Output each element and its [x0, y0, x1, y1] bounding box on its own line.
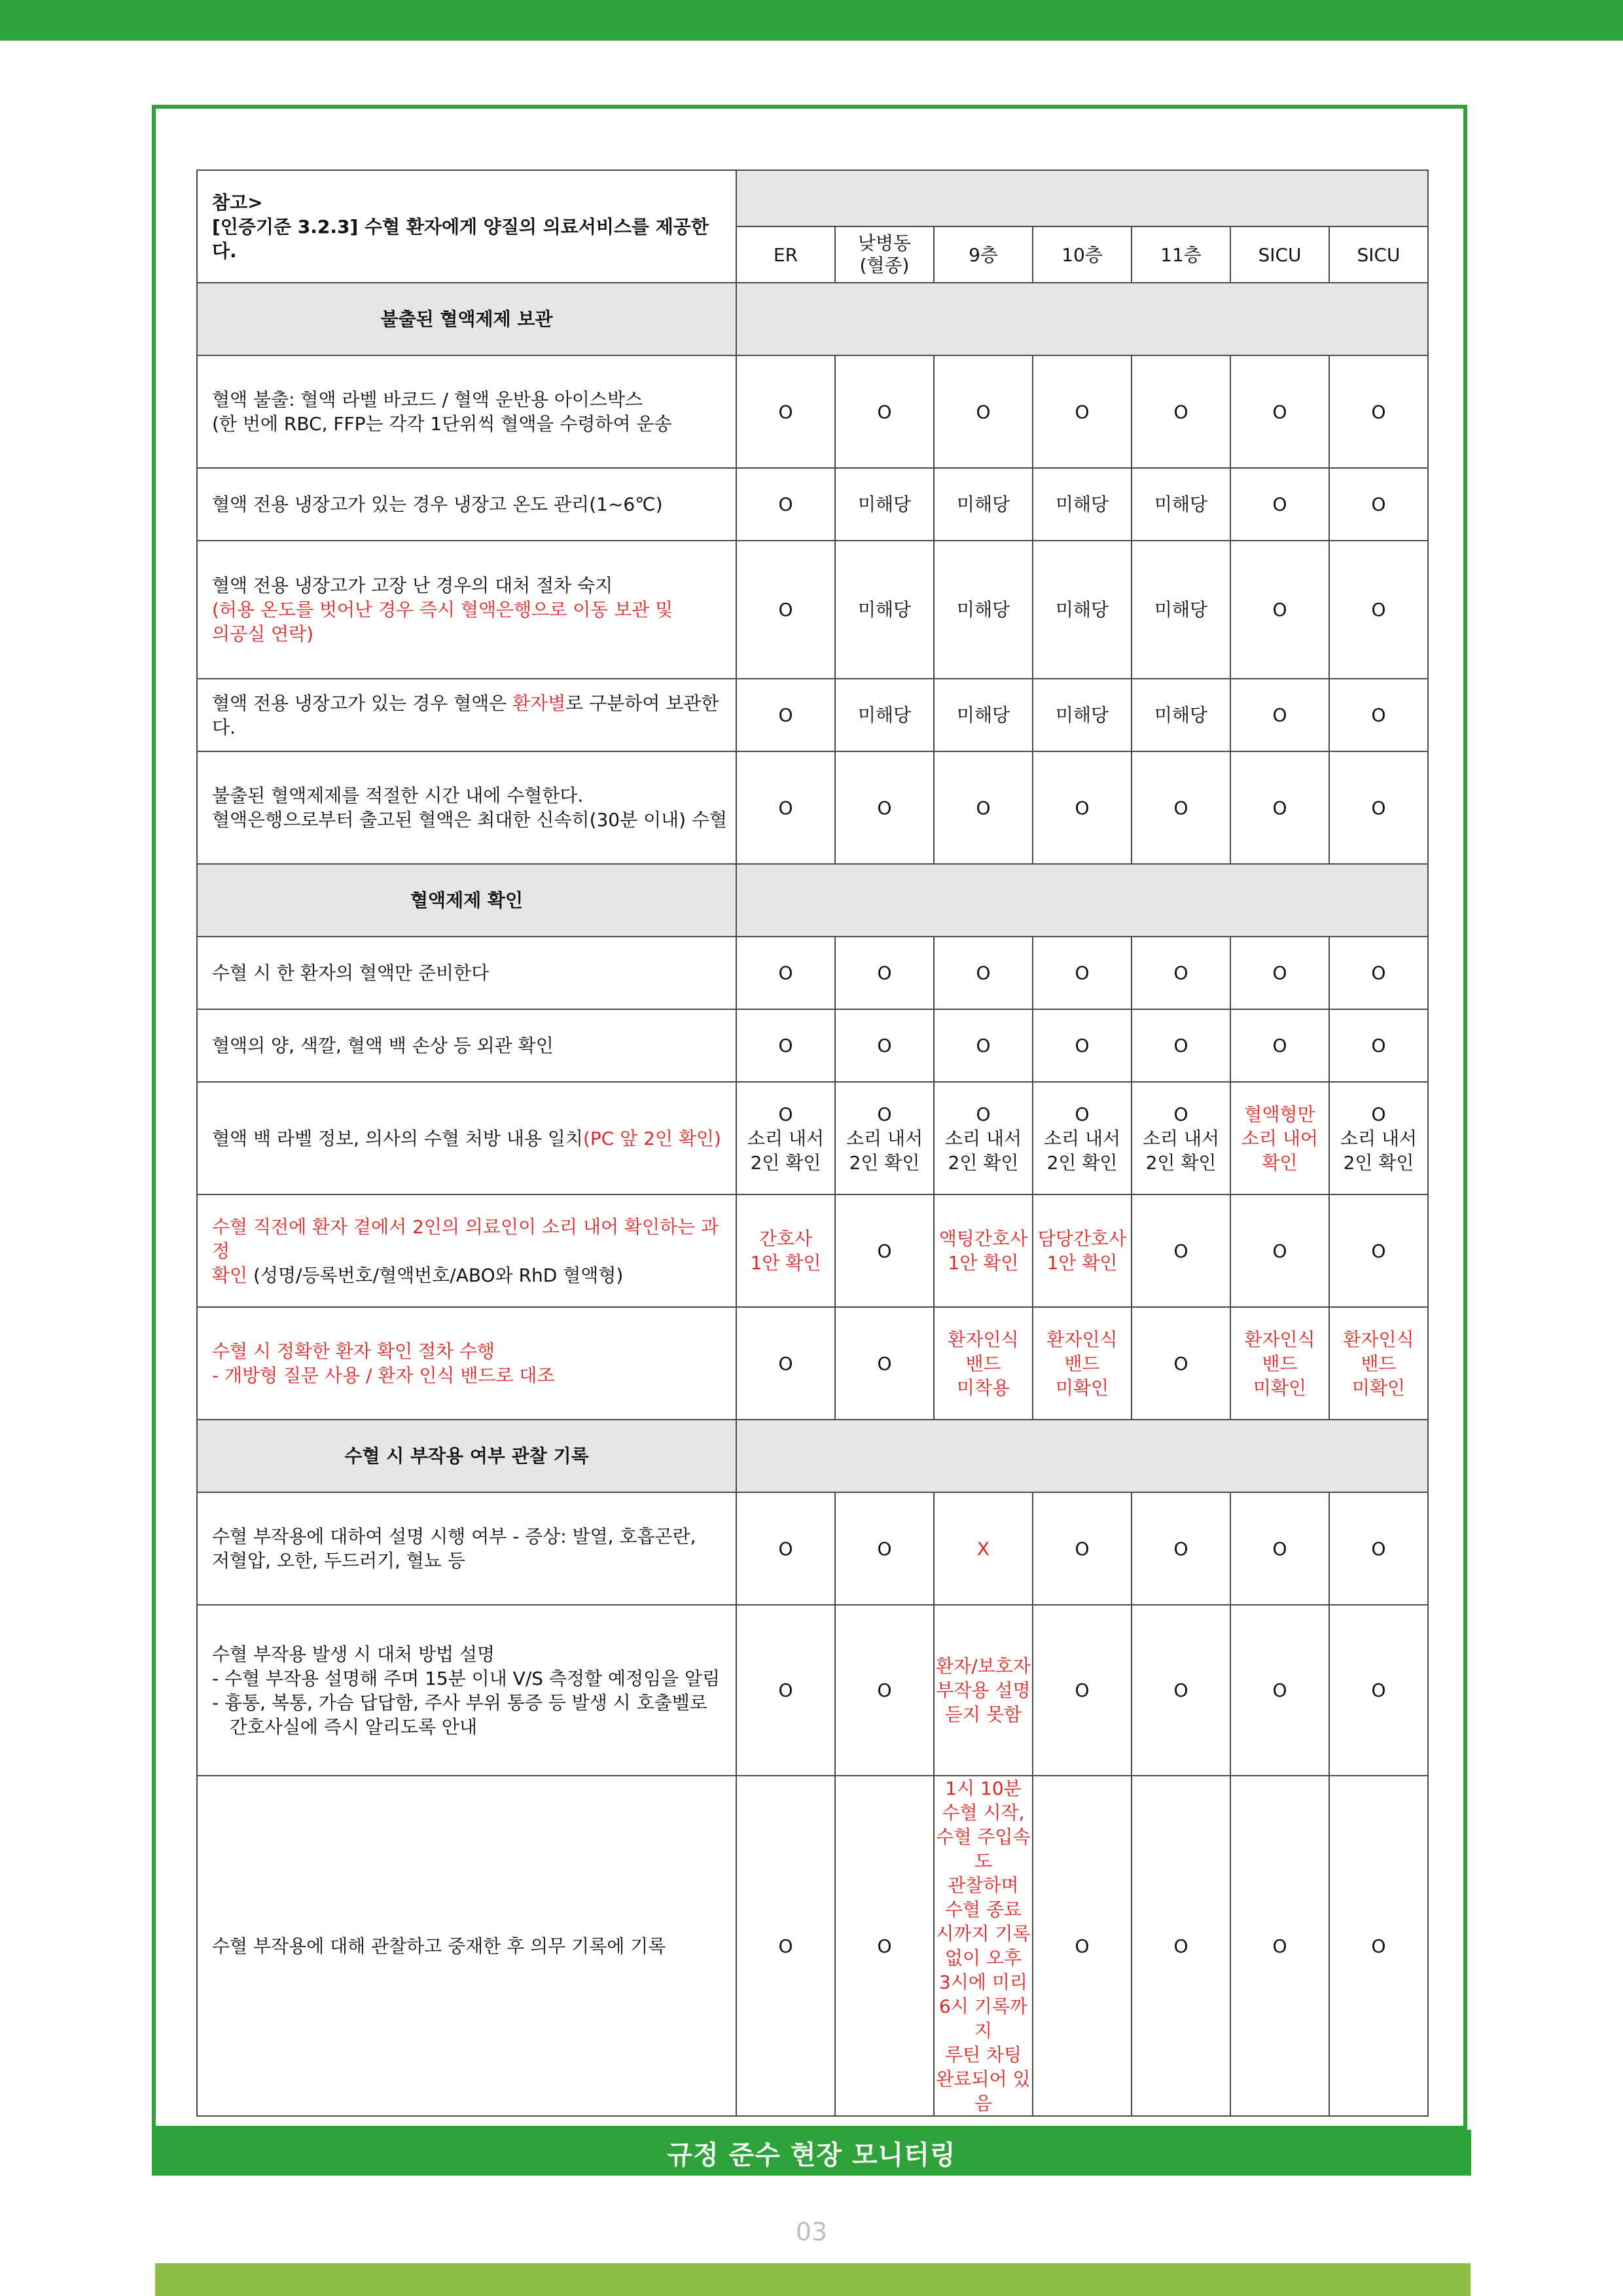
value-line: 미해당	[1154, 704, 1208, 726]
value-cell	[1132, 1605, 1230, 1776]
value-cell	[1033, 751, 1132, 864]
value-line: 듣지 못함	[944, 1704, 1022, 1725]
value-line: O	[1272, 1035, 1287, 1056]
value-line: 미해당	[1055, 704, 1109, 726]
section-blank	[736, 283, 1428, 355]
value-cell	[1132, 1776, 1230, 2116]
value-cell	[1033, 1492, 1132, 1605]
value-cell	[1132, 679, 1230, 751]
value-cell	[1033, 1194, 1132, 1307]
value-cell	[1132, 355, 1230, 468]
value-line: 미해당	[1055, 599, 1109, 620]
value-line: O	[1075, 1537, 1090, 1560]
value-cell	[736, 1194, 835, 1307]
value-line: 혈액형만	[1244, 1103, 1315, 1125]
value-line: 담당간호사	[1037, 1228, 1127, 1249]
description-line: - 수혈 부작용 설명해 주며 15분 이내 V/S 측정할 예정임을 알림	[212, 1667, 721, 1689]
description-line: 불출된 혈액제제를 적절한 시간 내에 수혈한다.	[212, 785, 584, 806]
value-line: O	[1272, 797, 1287, 819]
value-line: O	[1173, 401, 1188, 423]
value-line: O	[1371, 493, 1386, 515]
value-line: 완료되어 있음	[936, 2068, 1031, 2114]
value-line: O	[1272, 401, 1287, 423]
reference-label: 참고>	[212, 191, 263, 213]
description-text: 로 구분하여 보관한다.	[212, 692, 719, 738]
value-line: 시까지 기록	[936, 1923, 1031, 1945]
row-description: 수혈 시 한 환자의 혈액만 준비한다	[197, 937, 736, 1009]
value-cell	[1132, 541, 1230, 679]
description-line: 간호사실에 즉시 알리도록 안내	[212, 1715, 478, 1738]
value-cell	[835, 1307, 934, 1420]
value-cell	[736, 751, 835, 864]
value-cell	[736, 541, 835, 679]
description-line-highlight: 수혈 시 정확한 환자 확인 절차 수행	[212, 1340, 495, 1362]
value-line: 미해당	[956, 493, 1010, 515]
value-cell	[1132, 1009, 1230, 1082]
value-cell	[835, 751, 934, 864]
table-row	[197, 355, 1428, 468]
table-row	[197, 1009, 1428, 1082]
section-row	[197, 864, 1428, 937]
value-line: O	[877, 1935, 892, 1957]
value-line: 2인 확인	[750, 1151, 821, 1174]
value-line: 간호사	[758, 1228, 813, 1249]
value-cell	[1132, 1492, 1230, 1605]
value-line: O	[778, 1352, 793, 1374]
value-cell	[835, 468, 934, 541]
value-line: O	[778, 962, 793, 984]
value-line: 미해당	[956, 704, 1010, 726]
value-line: O	[1272, 962, 1287, 984]
value-cell	[1329, 679, 1428, 751]
section-blank	[736, 864, 1428, 937]
value-cell	[1033, 679, 1132, 751]
value-line: O	[1371, 1935, 1386, 1957]
description-text: (성명/등록번호/혈액번호/ABO와 RhD 혈액형)	[247, 1264, 624, 1286]
value-cell	[1033, 1605, 1132, 1776]
description-highlight: 환자별	[512, 692, 566, 714]
value-line: 미해당	[857, 493, 912, 515]
value-line: 관찰하며	[948, 1874, 1019, 1896]
value-line: 2인 확인	[948, 1151, 1019, 1174]
value-line: 확인	[1262, 1151, 1298, 1174]
value-line: 미확인	[1253, 1376, 1307, 1399]
value-line: O	[1272, 1679, 1287, 1701]
section-title: 혈액제제 확인	[197, 864, 736, 937]
value-line: O	[1272, 599, 1287, 620]
value-cell	[1329, 1082, 1428, 1194]
value-line: 3시에 미리	[939, 1971, 1027, 1993]
row-description	[197, 541, 736, 679]
value-line: 1시 10분	[945, 1778, 1022, 1799]
column-header: SICU	[1329, 226, 1428, 283]
value-line: O	[976, 1103, 991, 1125]
value-cell	[1329, 1776, 1428, 2116]
column-header: 10층	[1033, 226, 1132, 283]
value-cell	[1033, 468, 1132, 541]
value-line: O	[1272, 704, 1287, 726]
value-cell	[934, 1605, 1033, 1776]
description-line: 수혈 부작용 발생 시 대처 방법 설명	[212, 1643, 495, 1665]
value-line: 소리 내서	[747, 1127, 825, 1149]
row-description	[197, 355, 736, 468]
value-line: O	[778, 1537, 793, 1560]
row-description: 수혈 부작용에 대해 관찰하고 중재한 후 의무 기록에 기록	[197, 1776, 736, 2116]
value-line: O	[1075, 1103, 1090, 1125]
description-highlight: (PC 앞 2인 확인)	[582, 1127, 721, 1149]
value-line: O	[1075, 962, 1090, 984]
value-cell	[934, 937, 1033, 1009]
value-line: 1안 확인	[750, 1252, 821, 1274]
value-line: O	[1371, 599, 1386, 620]
value-cell	[1230, 355, 1329, 468]
section-row	[197, 283, 1428, 355]
description-line: 혈액 전용 냉장고가 고장 난 경우의 대처 절차 숙지	[212, 575, 613, 596]
section-title: 수혈 시 부작용 여부 관찰 기록	[197, 1420, 736, 1492]
value-line: O	[1272, 493, 1287, 515]
row-description	[197, 1194, 736, 1307]
value-cell	[1230, 937, 1329, 1009]
table-row	[197, 937, 1428, 1009]
value-line: O	[1173, 1352, 1188, 1374]
column-header-text: 낮병동 (혈종)	[857, 232, 912, 276]
value-line: O	[778, 797, 793, 819]
description-text: 혈액 전용 냉장고가 있는 경우 혈액은	[212, 692, 513, 714]
value-cell	[1230, 1492, 1329, 1605]
description-line-highlight: 수혈 직전에 환자 곁에서 2인의 의료인이 소리 내어 확인하는 과정	[212, 1215, 719, 1262]
value-cell	[934, 355, 1033, 468]
column-header: ER	[736, 226, 835, 283]
value-line: O	[877, 1240, 892, 1262]
description-line: 수혈 부작용에 대하여 설명 시행 여부 - 증상: 발열, 호흡곤란,	[212, 1526, 696, 1547]
value-line: O	[976, 1035, 991, 1056]
value-cell	[835, 355, 934, 468]
value-line: 6시 기록까지	[939, 1996, 1027, 2041]
row-description	[197, 1492, 736, 1605]
value-line: O	[778, 401, 793, 423]
value-line: O	[1371, 1103, 1386, 1125]
value-line: 액팅간호사	[938, 1228, 1028, 1249]
value-line: O	[976, 962, 991, 984]
value-line: 없이 오후	[944, 1947, 1022, 1969]
value-cell	[835, 679, 934, 751]
value-cell	[934, 1082, 1033, 1194]
reference-title: [인증기준 3.2.3] 수혈 환자에게 양질의 의료서비스를 제공한다.	[212, 215, 709, 262]
value-cell	[1329, 751, 1428, 864]
description-line-highlight: (허용 온도를 벗어난 경우 즉시 혈액은행으로 이동 보관 및	[212, 599, 673, 620]
value-line: O	[778, 1935, 793, 1957]
bottom-green-bar	[155, 2263, 1471, 2296]
value-line: 미해당	[1154, 599, 1208, 620]
value-line: O	[778, 1103, 793, 1125]
value-line: O	[1371, 797, 1386, 819]
value-line: 1안 확인	[1046, 1252, 1118, 1274]
value-line: O	[1371, 1240, 1386, 1262]
value-cell	[934, 468, 1033, 541]
description-line: 저혈압, 오한, 두드러기, 혈뇨 등	[212, 1550, 465, 1571]
value-line: O	[976, 401, 991, 423]
value-cell	[736, 1776, 835, 2116]
value-line: 밴드	[1361, 1352, 1397, 1374]
value-cell	[1132, 937, 1230, 1009]
value-cell	[736, 1009, 835, 1082]
header-blank-band	[736, 170, 1428, 226]
value-line: 수혈 시작,	[942, 1802, 1025, 1823]
value-line: X	[976, 1537, 990, 1560]
value-line: 소리 내어	[1241, 1127, 1319, 1149]
value-line: 소리 내서	[944, 1127, 1022, 1149]
value-line: O	[1173, 797, 1188, 819]
value-line: O	[1075, 1935, 1090, 1957]
column-header: 9층	[934, 226, 1033, 283]
value-line: 미해당	[956, 599, 1010, 620]
value-line: O	[778, 493, 793, 515]
value-cell	[1230, 1307, 1329, 1420]
value-line: O	[1371, 1537, 1386, 1560]
value-line: O	[1173, 1103, 1188, 1125]
value-line: 미해당	[1154, 493, 1208, 515]
column-header: 11층	[1132, 226, 1230, 283]
value-cell	[1329, 1194, 1428, 1307]
value-cell	[736, 468, 835, 541]
value-line: 환자/보호자	[936, 1655, 1031, 1677]
value-line: 밴드	[1064, 1352, 1100, 1374]
value-cell	[1230, 1194, 1329, 1307]
value-cell	[934, 541, 1033, 679]
value-line: 환자인식	[1244, 1328, 1315, 1350]
table-row	[197, 751, 1428, 864]
value-line: 환자인식	[948, 1328, 1019, 1350]
value-cell	[1329, 541, 1428, 679]
value-line: O	[1173, 962, 1188, 984]
column-header: SICU	[1230, 226, 1329, 283]
value-cell	[835, 1492, 934, 1605]
value-cell	[1132, 1082, 1230, 1194]
value-line: 미해당	[857, 704, 912, 726]
value-line: 수혈 종료	[944, 1899, 1022, 1920]
value-line: 밴드	[1262, 1352, 1298, 1374]
value-line: 2인 확인	[1145, 1151, 1217, 1174]
value-cell	[1033, 937, 1132, 1009]
value-cell	[1230, 679, 1329, 751]
value-cell	[835, 541, 934, 679]
description-line: (한 번에 RBC, FFP는 각각 1단위씩 혈액을 수령하여 운송	[212, 413, 672, 435]
value-line: 1안 확인	[948, 1252, 1019, 1274]
value-line: O	[1371, 1035, 1386, 1056]
value-cell	[934, 1307, 1033, 1420]
value-cell	[934, 1194, 1033, 1307]
value-cell	[1033, 541, 1132, 679]
value-cell	[736, 355, 835, 468]
value-cell	[1329, 1307, 1428, 1420]
value-line: O	[877, 797, 892, 819]
value-cell	[934, 1776, 1033, 2116]
value-cell	[934, 751, 1033, 864]
value-line: O	[976, 797, 991, 819]
top-green-bar	[0, 0, 1623, 41]
value-line: O	[1173, 1035, 1188, 1056]
value-line: O	[1272, 1935, 1287, 1957]
value-line: 미확인	[1351, 1376, 1406, 1399]
value-cell	[835, 1194, 934, 1307]
value-cell	[835, 1009, 934, 1082]
value-line: O	[1173, 1679, 1188, 1701]
reference-header	[197, 170, 736, 283]
table-row	[197, 1605, 1428, 1776]
value-line: 2인 확인	[1343, 1151, 1414, 1174]
value-line: O	[1371, 1679, 1386, 1701]
description-highlight: 확인	[212, 1264, 248, 1286]
value-cell	[1230, 1605, 1329, 1776]
value-line: O	[877, 1035, 892, 1056]
value-cell	[835, 1605, 934, 1776]
value-line: O	[877, 1103, 892, 1125]
value-line: O	[1371, 704, 1386, 726]
value-line: O	[1075, 797, 1090, 819]
value-cell	[1230, 1082, 1329, 1194]
value-cell	[1329, 1009, 1428, 1082]
description-line: 혈액은행으로부터 출고된 혈액은 최대한 신속히(30분 이내) 수혈	[212, 809, 728, 831]
value-cell	[934, 1009, 1033, 1082]
value-cell	[1132, 1307, 1230, 1420]
value-cell	[1329, 468, 1428, 541]
value-line: O	[877, 962, 892, 984]
section-row	[197, 1420, 1428, 1492]
value-cell	[1132, 1194, 1230, 1307]
value-line: O	[778, 1035, 793, 1056]
column-header	[835, 226, 934, 283]
row-description	[197, 1307, 736, 1420]
value-line: O	[1075, 1035, 1090, 1056]
value-line: 미해당	[857, 599, 912, 620]
value-line: O	[1173, 1537, 1188, 1560]
value-line: 환자인식	[1343, 1328, 1414, 1350]
value-line: 밴드	[965, 1352, 1001, 1374]
value-line: O	[1173, 1935, 1188, 1957]
table-row	[197, 1776, 1428, 2116]
value-line: O	[1075, 401, 1090, 423]
value-line: 미착용	[956, 1376, 1010, 1399]
value-line: O	[778, 704, 793, 726]
footer-title: 규정 준수 현장 모니터링	[152, 2130, 1471, 2176]
description-line-highlight: 의공실 연락)	[212, 623, 314, 645]
value-cell	[736, 1307, 835, 1420]
value-cell	[1230, 751, 1329, 864]
value-cell	[736, 1605, 835, 1776]
value-cell	[934, 1492, 1033, 1605]
row-description	[197, 751, 736, 864]
value-cell	[1033, 1009, 1132, 1082]
value-line: 2인 확인	[1046, 1151, 1118, 1174]
monitoring-table	[196, 170, 1429, 2117]
page-number: 03	[795, 2217, 828, 2246]
value-line: 2인 확인	[849, 1151, 920, 1174]
value-cell	[1329, 937, 1428, 1009]
value-cell	[736, 1492, 835, 1605]
value-line: O	[1075, 1679, 1090, 1701]
row-description	[197, 679, 736, 751]
value-cell	[1132, 468, 1230, 541]
section-title: 불출된 혈액제제 보관	[197, 283, 736, 355]
value-cell	[736, 1082, 835, 1194]
table-row	[197, 1307, 1428, 1420]
value-cell	[736, 937, 835, 1009]
value-line: 미확인	[1055, 1376, 1109, 1399]
table-row	[197, 1492, 1428, 1605]
value-line: 루틴 차팅	[944, 2044, 1022, 2066]
row-description	[197, 1605, 736, 1776]
description-line: - 흉통, 복통, 가슴 답답함, 주사 부위 통증 등 발생 시 호출벨로	[212, 1691, 707, 1713]
value-line: O	[877, 1352, 892, 1374]
value-line: O	[1272, 1240, 1287, 1262]
value-cell	[1329, 1605, 1428, 1776]
value-cell	[1230, 1776, 1329, 2116]
value-line: O	[877, 1537, 892, 1560]
value-cell	[1329, 355, 1428, 468]
value-line: O	[778, 1679, 793, 1701]
table-row	[197, 541, 1428, 679]
value-cell	[736, 679, 835, 751]
value-line: O	[778, 599, 793, 620]
value-line: O	[1371, 401, 1386, 423]
value-line: 소리 내서	[1043, 1127, 1121, 1149]
value-line: O	[1272, 1537, 1287, 1560]
description-text: 혈액 백 라벨 정보, 의사의 수혈 처방 내용 일치	[212, 1127, 583, 1149]
value-cell	[1033, 1082, 1132, 1194]
value-cell	[835, 1082, 934, 1194]
row-description	[197, 1082, 736, 1194]
row-description: 혈액의 양, 색깔, 혈액 백 손상 등 외관 확인	[197, 1009, 736, 1082]
value-cell	[835, 937, 934, 1009]
value-cell	[1230, 541, 1329, 679]
value-line: O	[877, 1679, 892, 1701]
value-cell	[835, 1776, 934, 2116]
value-cell	[934, 679, 1033, 751]
value-cell	[1132, 751, 1230, 864]
table-row	[197, 468, 1428, 541]
value-line: O	[877, 401, 892, 423]
value-cell	[1033, 1776, 1132, 2116]
section-blank	[736, 1420, 1428, 1492]
description-line: 혈액 불출: 혈액 라벨 바코드 / 혈액 운반용 아이스박스	[212, 389, 643, 410]
value-line: 소리 내서	[1340, 1127, 1418, 1149]
table-row	[197, 679, 1428, 751]
value-line: O	[1371, 962, 1386, 984]
row-description: 혈액 전용 냉장고가 있는 경우 냉장고 온도 관리(1~6℃)	[197, 468, 736, 541]
value-cell	[1033, 1307, 1132, 1420]
value-line: 소리 내서	[846, 1127, 923, 1149]
value-cell	[1230, 468, 1329, 541]
value-line: 환자인식	[1046, 1328, 1118, 1350]
value-cell	[1230, 1009, 1329, 1082]
value-line: 부작용 설명	[936, 1679, 1031, 1701]
value-line: 미해당	[1055, 493, 1109, 515]
value-line: 소리 내서	[1142, 1127, 1220, 1149]
description-line-highlight: - 개방형 질문 사용 / 환자 인식 밴드로 대조	[212, 1365, 555, 1386]
value-cell	[1033, 355, 1132, 468]
table-row	[197, 1194, 1428, 1307]
value-cell	[1329, 1492, 1428, 1605]
value-line: 수혈 주입속도	[936, 1826, 1031, 1872]
table-row	[197, 1082, 1428, 1194]
value-line: O	[1173, 1240, 1188, 1262]
